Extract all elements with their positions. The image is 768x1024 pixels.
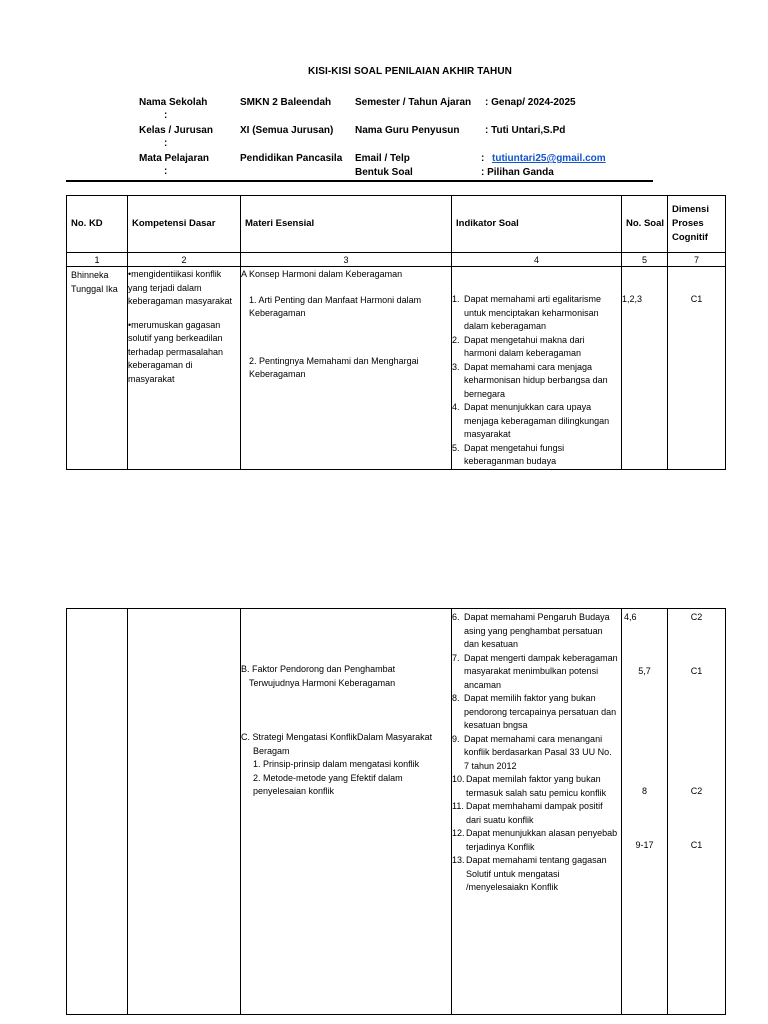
kelas-label: Kelas / Jurusan — [139, 125, 213, 136]
dimensi-cell — [668, 267, 726, 470]
kisi-kisi-table-page1 — [66, 195, 726, 470]
kd-cell — [67, 267, 128, 470]
indikator-text: Dapat memahami Pengaruh Budaya asing yang penghambat persatuan dan kesatuan — [464, 612, 610, 649]
email-label: Email / Telp — [355, 153, 410, 164]
indikator-item — [452, 854, 619, 895]
no-soal-value: 9-17 — [635, 840, 654, 850]
indikator-text: Dapat mengetahui makna dari harmoni dalam keberagaman — [464, 334, 585, 358]
dimensi-value: C1 — [690, 840, 703, 850]
indikator-item — [452, 442, 619, 469]
email-link[interactable]: tutiuntari25@gmail.com — [492, 153, 606, 164]
indikator-number: 7. — [452, 652, 460, 663]
kompetensi-cell-empty — [128, 609, 241, 1015]
header-kompetensi-dasar: Kompetensi Dasar — [128, 196, 241, 253]
indikator-text: Dapat memhahami dampak positif dari suatu konflik — [466, 801, 603, 825]
no-soal-value: 5,7 — [638, 666, 651, 676]
nama-sekolah-value: SMKN 2 Baleendah — [240, 97, 332, 108]
nama-sekolah-label: Nama Sekolah — [139, 97, 208, 108]
kd-cell-empty — [67, 609, 128, 1015]
mapel-label: Mata Pelajaran — [139, 153, 210, 164]
materi-heading-c — [241, 731, 447, 799]
materi-item: 2. Metode-metode yang Efektif dalam penyelesaian konflik — [253, 772, 403, 796]
indikator-number: 13. — [452, 855, 465, 865]
no-soal-value: 1,2,3 — [622, 294, 643, 304]
kompetensi-item: •mengidentiikasi konflik yang terjadi dalam keberagaman masyarakat — [128, 269, 233, 306]
indikator-text: Dapat menunjukkan alasan penyebab terjadinya Konflik — [466, 828, 618, 852]
col-number: 3 — [241, 253, 452, 267]
indikator-list — [452, 293, 619, 469]
materi-cell — [241, 267, 452, 470]
materi-heading-a: A Konsep Harmoni dalam Keberagaman — [241, 269, 403, 279]
kd-text: Bhinneka Tunggal Ika — [71, 270, 118, 294]
materi-item: 1. Arti Penting dan Manfaat Harmoni dalam Keberagaman — [249, 294, 422, 318]
indikator-item — [452, 692, 619, 733]
indikator-number: 2. — [452, 334, 460, 345]
indikator-number: 11. — [452, 801, 464, 811]
indikator-number: 8. — [452, 693, 460, 703]
indikator-item — [452, 361, 619, 402]
dimensi-value: C1 — [690, 294, 703, 304]
indikator-number: 1. — [452, 294, 460, 304]
indikator-number: 3. — [452, 361, 460, 372]
col-number: 1 — [67, 253, 128, 267]
header-indikator-soal: Indikator Soal — [452, 196, 622, 253]
kompetensi-cell — [128, 267, 241, 470]
col-number: 2 — [128, 253, 241, 267]
indikator-item — [452, 827, 619, 854]
materi-item: 1. Prinsip-prinsip dalam mengatasi konflik — [253, 759, 420, 769]
colon: : — [164, 138, 168, 149]
no-soal-value: 8 — [641, 786, 647, 796]
bentuk-value: : Pilihan Ganda — [481, 167, 554, 178]
indikator-cell — [452, 609, 622, 1015]
indikator-text: Dapat memahami cara menjaga keharmonisan hidup berbangsa dan bernegara — [464, 361, 608, 399]
indikator-list — [452, 611, 619, 895]
no-soal-value: 4,6 — [624, 612, 637, 622]
guru-label: Nama Guru Penyusun — [355, 125, 460, 136]
materi-b-text: B. Faktor Pendorong dan Penghambat Terwujudnya Harmoni Keberagaman — [241, 664, 396, 688]
bentuk-label: Bentuk Soal — [355, 167, 413, 178]
col-number: 7 — [668, 253, 726, 267]
indikator-number: 6. — [452, 612, 460, 622]
indikator-item — [452, 334, 619, 361]
materi-c-text: C. Strategi Mengatasi KonflikDalam Masyarakat Beragam — [241, 732, 433, 756]
no-soal-cell — [622, 609, 668, 1015]
indikator-number: 4. — [452, 402, 460, 412]
indikator-text: Dapat menunjukkan cara upaya menjaga keberagaman dilingkungan masyarakat — [464, 402, 610, 439]
document-title: KISI-KISI SOAL PENILAIAN AKHIR TAHUN — [308, 66, 512, 77]
semester-label: Semester / Tahun Ajaran — [355, 97, 472, 108]
guru-value: : Tuti Untari,S.Pd — [485, 125, 566, 136]
indikator-text: Dapat memilih faktor yang bukan pendorong tercapainya persatuan dan kesatuan bngsa — [464, 693, 617, 730]
header-no-kd: No. KD — [67, 196, 128, 253]
col-number: 4 — [452, 253, 622, 267]
indikator-item — [452, 773, 619, 800]
header-no-soal: No. Soal — [622, 196, 668, 253]
dimensi-value: C1 — [690, 666, 703, 676]
indikator-number: 10. — [452, 774, 465, 784]
kelas-value: XI (Semua Jurusan) — [240, 125, 334, 136]
kisi-kisi-table-page2 — [66, 608, 726, 1015]
materi-cell — [241, 609, 452, 1015]
indikator-item — [452, 293, 619, 334]
indikator-number: 12. — [452, 828, 465, 838]
indikator-item — [452, 733, 619, 774]
indikator-item — [452, 800, 619, 827]
colon: : — [164, 110, 168, 121]
indikator-text: Dapat mengerti dampak keberagaman masyarakat menimbulkan potensi ancaman — [464, 652, 618, 690]
dimensi-value: C2 — [690, 786, 703, 796]
no-soal-cell — [622, 267, 668, 470]
indikator-number: 9. — [452, 733, 460, 744]
indikator-text: Dapat memahami cara menangani konflik berdasarkan Pasal 33 UU No. 7 tahun 2012 — [464, 733, 612, 771]
kompetensi-item: •merumuskan gagasan solutif yang berkeadilan terhadap permasalahan keberagaman di masyarakat — [128, 319, 224, 384]
indikator-number: 5. — [452, 442, 460, 453]
dimensi-value: C2 — [690, 612, 703, 622]
header-materi-esensial: Materi Esensial — [241, 196, 452, 253]
indikator-item — [452, 652, 619, 693]
indikator-text: Dapat memahami arti egalitarisme untuk menciptakan keharmonisan dalam keberagaman — [464, 294, 602, 331]
indikator-text: Dapat mengetahui fungsi keberaganman budaya — [464, 442, 565, 466]
materi-heading-b — [241, 663, 447, 690]
header-divider — [66, 180, 653, 182]
indikator-text: Dapat memilah faktor yang bukan termasuk salah satu pemicu konflik — [466, 774, 607, 798]
semester-value: : Genap/ 2024-2025 — [485, 97, 576, 108]
mapel-value: Pendidikan Pancasila — [240, 153, 343, 164]
materi-item: 2. Pentingnya Memahami dan Menghargai Keberagaman — [249, 355, 419, 379]
indikator-cell — [452, 267, 622, 470]
header-dimensi: Dimensi Proses Cognitif — [668, 196, 726, 253]
indikator-item — [452, 611, 619, 652]
indikator-item — [452, 401, 619, 442]
indikator-text: Dapat memahami tentang gagasan Solutif untuk mengatasi /menyelesaiakn Konflik — [466, 855, 607, 892]
col-number: 5 — [622, 253, 668, 267]
email-colon: : — [481, 153, 485, 164]
colon: : — [164, 166, 168, 177]
dimensi-cell — [668, 609, 726, 1015]
